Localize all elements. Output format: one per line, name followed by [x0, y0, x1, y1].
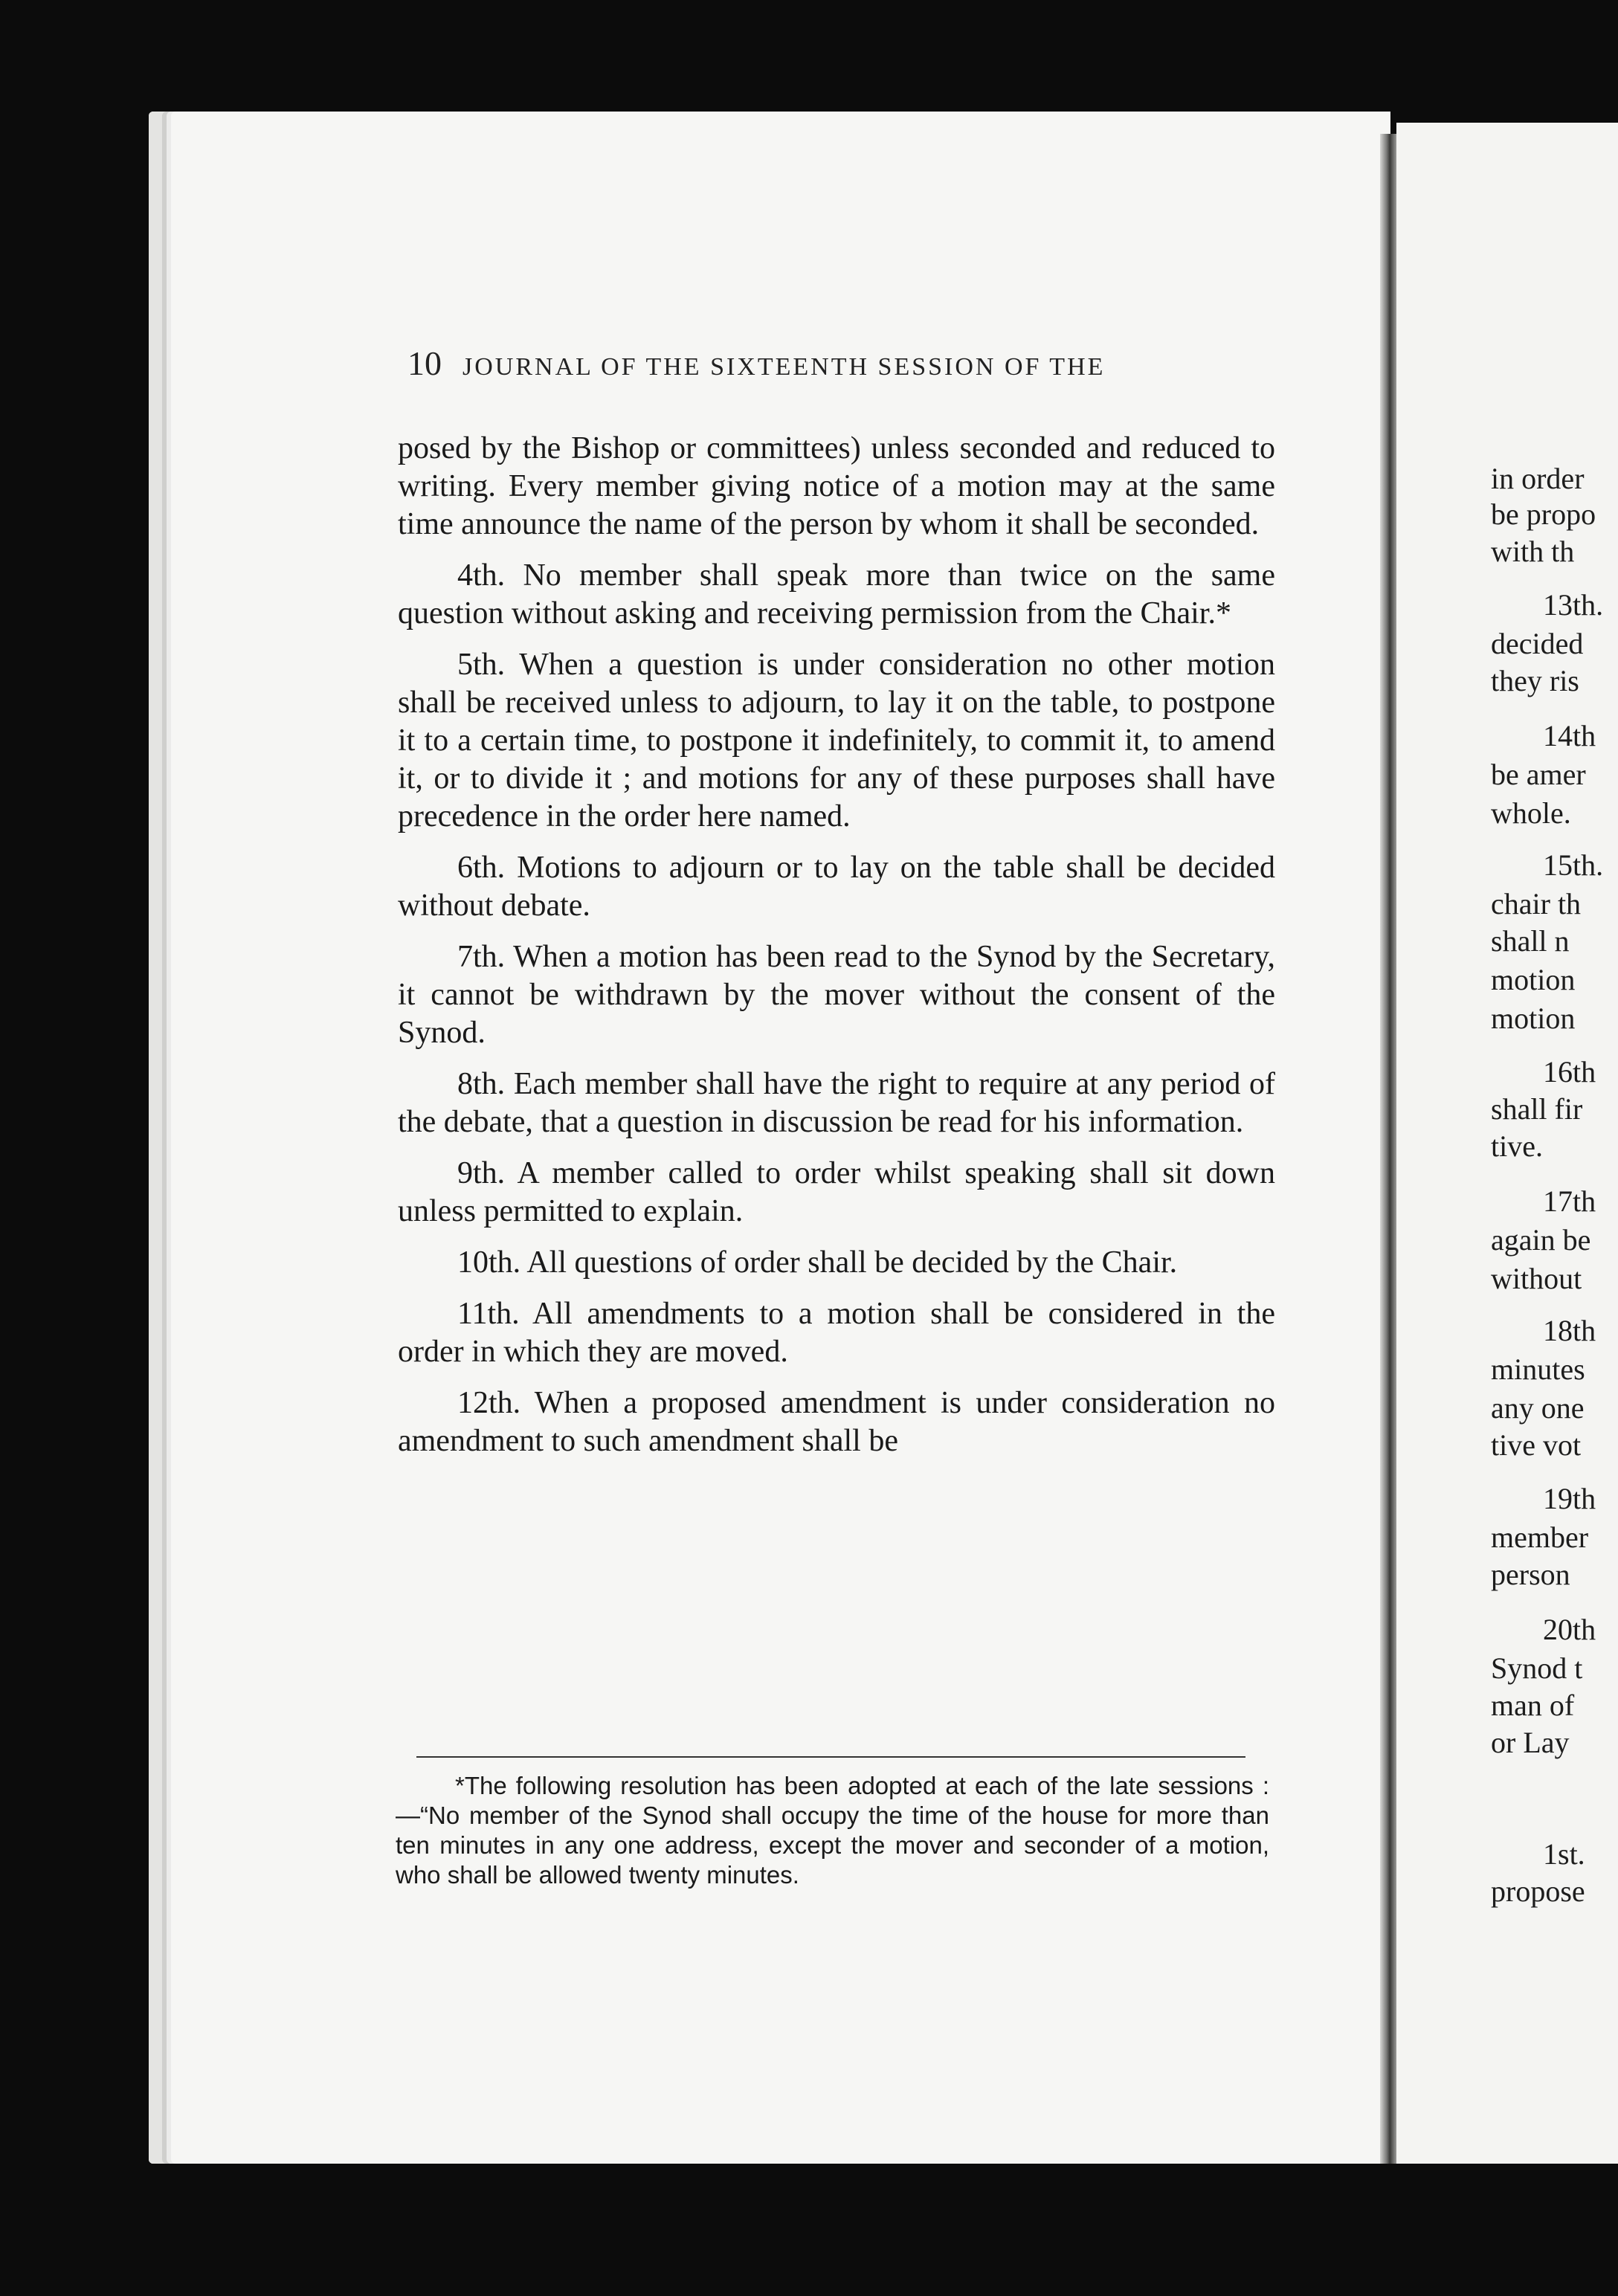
right-page-line: be propo: [1491, 497, 1596, 531]
rule-12th: 12th. When a proposed amendment is under consideration no amendment to such amendment shall be: [398, 1386, 1275, 1458]
right-page-line: chair th: [1491, 887, 1582, 920]
right-page-line: Synod t: [1491, 1651, 1583, 1685]
right-page-line: shall n: [1491, 924, 1570, 958]
right-page-line: with th: [1491, 535, 1575, 568]
right-page-line: man of: [1491, 1689, 1575, 1722]
page-number: 10: [407, 344, 442, 382]
rule-8th: 8th. Each member shall have the right to require at any period of the debate, that a question in discussion be read for his information.: [398, 1067, 1275, 1139]
running-title: JOURNAL OF THE SIXTEENTH SESSION OF THE: [462, 353, 1106, 381]
right-page-line: tive.: [1491, 1129, 1543, 1163]
right-page-line: motion: [1491, 963, 1576, 996]
right-page-line: member: [1491, 1521, 1589, 1554]
rule-7th: 7th. When a motion has been read to the Synod by the Secretary, it cannot be withdrawn by the mover without the consent of the Synod.: [398, 940, 1275, 1050]
rule-9th: 9th. A member called to order whilst speaking shall sit down unless permitted to explain.: [398, 1156, 1275, 1228]
right-page-line: 13th.: [1543, 588, 1604, 622]
right-page-line: tive vot: [1491, 1428, 1582, 1462]
rule-11th: 11th. All amendments to a motion shall be considered in the order in which they are moved.: [398, 1297, 1275, 1369]
right-page-line: 20th: [1543, 1613, 1596, 1646]
footnote: [396, 1771, 1269, 1890]
right-page-line: they ris: [1491, 664, 1579, 697]
page-header: [407, 344, 1285, 383]
right-page-line: decided: [1491, 627, 1584, 660]
right-page-line: or Lay: [1491, 1726, 1570, 1759]
rule-10th: 10th. All questions of order shall be decided by the Chair.: [457, 1245, 1178, 1280]
right-page-line: minutes: [1491, 1352, 1585, 1386]
right-page-line: person: [1491, 1558, 1570, 1591]
rule-6th: 6th. Motions to adjourn or to lay on the table shall be decided without debate.: [398, 851, 1275, 923]
right-page-line: whole.: [1491, 796, 1571, 830]
right-page-line: motion: [1491, 1002, 1576, 1035]
right-page-line: 17th: [1543, 1184, 1596, 1218]
right-page-line: again be: [1491, 1223, 1591, 1257]
right-page-line: 19th: [1543, 1482, 1596, 1515]
footnote-text: *The following resolution has been adopted at each of the late sessions :—“No member of the Synod shall occupy the time of the house for more than ten minutes in any one address, except the mover and seconder of a motion, who shall be allowed twenty minutes.: [396, 1772, 1269, 1889]
paragraph-continuation: posed by the Bishop or committees) unless seconded and reduced to writing. Every member giving notice of a motion may at the same time announce the name of the person by whom it shall be seconded.: [398, 431, 1275, 541]
right-page-line: 14th: [1543, 719, 1596, 752]
right-page-line: in order: [1491, 462, 1585, 495]
book-gutter: [1380, 134, 1396, 2164]
right-page-line: shall fir: [1491, 1092, 1583, 1126]
rule-5th: 5th. When a question is under consideration no other motion shall be received unless to adjourn, to lay it on the table, to postpone it to a certain time, to postpone it indefinitely, to commit it, to amend it, or to divide it ; and motions for any of these purposes shall have precedence in the order here named.: [398, 648, 1275, 833]
right-page-line: 1st.: [1543, 1837, 1585, 1871]
right-page-line: 15th.: [1543, 848, 1604, 882]
right-page-line: any one: [1491, 1391, 1585, 1425]
right-page-line: 16th: [1543, 1055, 1596, 1089]
right-page-line: without: [1491, 1262, 1582, 1295]
page-body: [398, 430, 1275, 1474]
right-page-line: propose: [1491, 1874, 1585, 1908]
rule-4th: 4th. No member shall speak more than twice on the same question without asking and receiving permission from the Chair.*: [398, 558, 1275, 631]
right-page-line: 18th: [1543, 1314, 1596, 1347]
footnote-rule: [416, 1756, 1245, 1758]
right-page-line: be amer: [1491, 758, 1586, 791]
